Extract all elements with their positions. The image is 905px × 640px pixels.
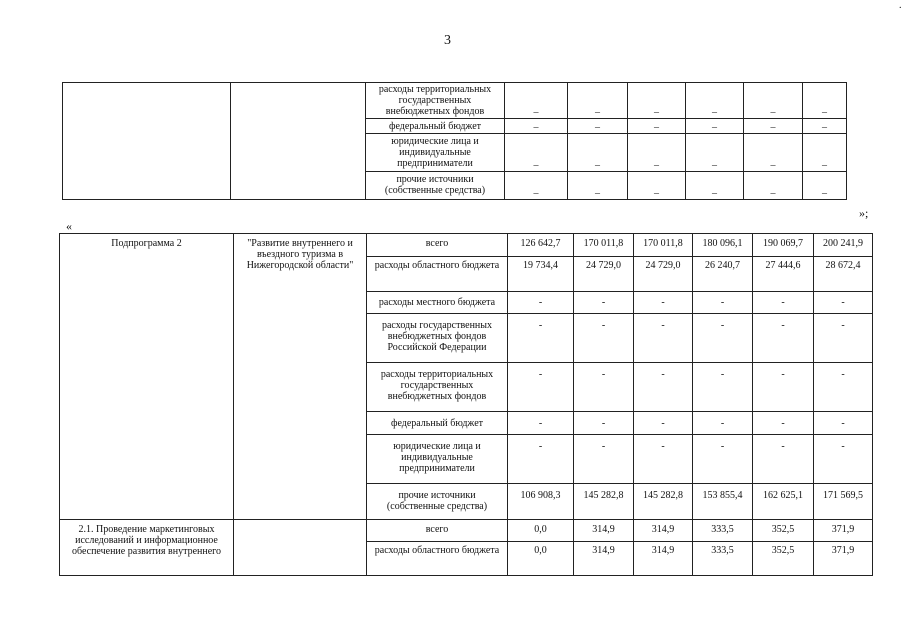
value-cell: 106 908,3: [508, 484, 574, 520]
empty-cell: [63, 83, 231, 200]
value-cell: –: [505, 83, 568, 119]
value-cell: 352,5: [753, 520, 814, 542]
source-cell: федеральный бюджет: [366, 119, 505, 134]
value-cell: -: [693, 363, 753, 412]
value-cell: –: [744, 134, 803, 172]
value-cell: -: [693, 292, 753, 314]
value-cell: -: [814, 363, 873, 412]
value-cell: 170 011,8: [574, 234, 634, 257]
value-cell: 0,0: [508, 542, 574, 576]
value-cell: 190 069,7: [753, 234, 814, 257]
source-cell: прочие источники (собственные средства): [367, 484, 508, 520]
value-cell: 314,9: [574, 542, 634, 576]
value-cell: 371,9: [814, 520, 873, 542]
source-cell: расходы областного бюджета: [367, 257, 508, 292]
value-cell: –: [568, 172, 628, 200]
value-cell: -: [574, 292, 634, 314]
source-cell: всего: [367, 234, 508, 257]
value-cell: 145 282,8: [634, 484, 693, 520]
value-cell: –: [628, 172, 686, 200]
value-cell: –: [803, 83, 847, 119]
value-cell: –: [505, 119, 568, 134]
value-cell: -: [753, 292, 814, 314]
value-cell: 352,5: [753, 542, 814, 576]
value-cell: -: [508, 435, 574, 484]
value-cell: -: [634, 412, 693, 435]
value-cell: 0,0: [508, 520, 574, 542]
source-cell: расходы местного бюджета: [367, 292, 508, 314]
value-cell: 333,5: [693, 520, 753, 542]
value-cell: 24 729,0: [574, 257, 634, 292]
value-cell: –: [628, 119, 686, 134]
value-cell: -: [693, 435, 753, 484]
value-cell: 28 672,4: [814, 257, 873, 292]
value-cell: -: [693, 314, 753, 363]
value-cell: 314,9: [634, 520, 693, 542]
value-cell: –: [744, 172, 803, 200]
activity-label: 2.1. Проведение маркетинговых исследований и информационное обеспечение развития внутреннего: [60, 520, 234, 576]
value-cell: –: [686, 119, 744, 134]
value-cell: –: [803, 172, 847, 200]
source-cell: расходы территориальных государственных внебюджетных фондов: [366, 83, 505, 119]
source-cell: всего: [367, 520, 508, 542]
subprogram-name: "Развитие внутреннего и въездного туризма в Нижегородской области": [234, 234, 367, 520]
source-cell: прочие источники (собственные средства): [366, 172, 505, 200]
value-cell: -: [753, 363, 814, 412]
corner-mark: .: [899, 0, 902, 11]
value-cell: 200 241,9: [814, 234, 873, 257]
value-cell: -: [574, 435, 634, 484]
value-cell: –: [628, 134, 686, 172]
value-cell: –: [505, 172, 568, 200]
value-cell: –: [686, 172, 744, 200]
value-cell: 26 240,7: [693, 257, 753, 292]
value-cell: 314,9: [634, 542, 693, 576]
value-cell: 180 096,1: [693, 234, 753, 257]
value-cell: -: [693, 412, 753, 435]
value-cell: 171 569,5: [814, 484, 873, 520]
value-cell: -: [508, 412, 574, 435]
value-cell: -: [508, 292, 574, 314]
value-cell: 162 625,1: [753, 484, 814, 520]
value-cell: 126 642,7: [508, 234, 574, 257]
value-cell: -: [574, 363, 634, 412]
closing-quote: »;: [859, 206, 869, 220]
value-cell: 314,9: [574, 520, 634, 542]
source-cell: расходы территориальных государственных внебюджетных фондов: [367, 363, 508, 412]
budget-table-continuation: [62, 82, 847, 200]
table-row: [63, 83, 847, 119]
value-cell: -: [753, 314, 814, 363]
value-cell: –: [744, 83, 803, 119]
value-cell: -: [814, 314, 873, 363]
value-cell: -: [634, 363, 693, 412]
source-cell: расходы областного бюджета: [367, 542, 508, 576]
value-cell: 371,9: [814, 542, 873, 576]
empty-cell: [231, 83, 366, 200]
value-cell: -: [814, 435, 873, 484]
value-cell: 333,5: [693, 542, 753, 576]
value-cell: –: [686, 83, 744, 119]
value-cell: -: [814, 292, 873, 314]
source-cell: расходы государственных внебюджетных фондов Российской Федерации: [367, 314, 508, 363]
source-cell: юридические лица и индивидуальные предприниматели: [366, 134, 505, 172]
value-cell: -: [634, 314, 693, 363]
value-cell: –: [686, 134, 744, 172]
value-cell: –: [628, 83, 686, 119]
value-cell: 170 011,8: [634, 234, 693, 257]
value-cell: -: [508, 314, 574, 363]
empty-cell: [234, 520, 367, 576]
value-cell: -: [634, 292, 693, 314]
value-cell: -: [574, 314, 634, 363]
value-cell: -: [753, 412, 814, 435]
source-cell: юридические лица и индивидуальные предприниматели: [367, 435, 508, 484]
value-cell: –: [568, 83, 628, 119]
table-row: [60, 234, 873, 257]
value-cell: –: [568, 119, 628, 134]
value-cell: –: [568, 134, 628, 172]
value-cell: –: [505, 134, 568, 172]
value-cell: -: [574, 412, 634, 435]
value-cell: 153 855,4: [693, 484, 753, 520]
value-cell: -: [753, 435, 814, 484]
subprogram-label: Подпрограмма 2: [60, 234, 234, 520]
value-cell: -: [634, 435, 693, 484]
page-number: 3: [444, 33, 451, 48]
opening-quote: «: [66, 219, 72, 233]
value-cell: –: [803, 134, 847, 172]
value-cell: -: [508, 363, 574, 412]
value-cell: 24 729,0: [634, 257, 693, 292]
value-cell: 19 734,4: [508, 257, 574, 292]
value-cell: -: [814, 412, 873, 435]
value-cell: –: [744, 119, 803, 134]
value-cell: –: [803, 119, 847, 134]
budget-table-subprogram-2: [59, 233, 873, 576]
table-row: [60, 520, 873, 542]
value-cell: 145 282,8: [574, 484, 634, 520]
source-cell: федеральный бюджет: [367, 412, 508, 435]
value-cell: 27 444,6: [753, 257, 814, 292]
